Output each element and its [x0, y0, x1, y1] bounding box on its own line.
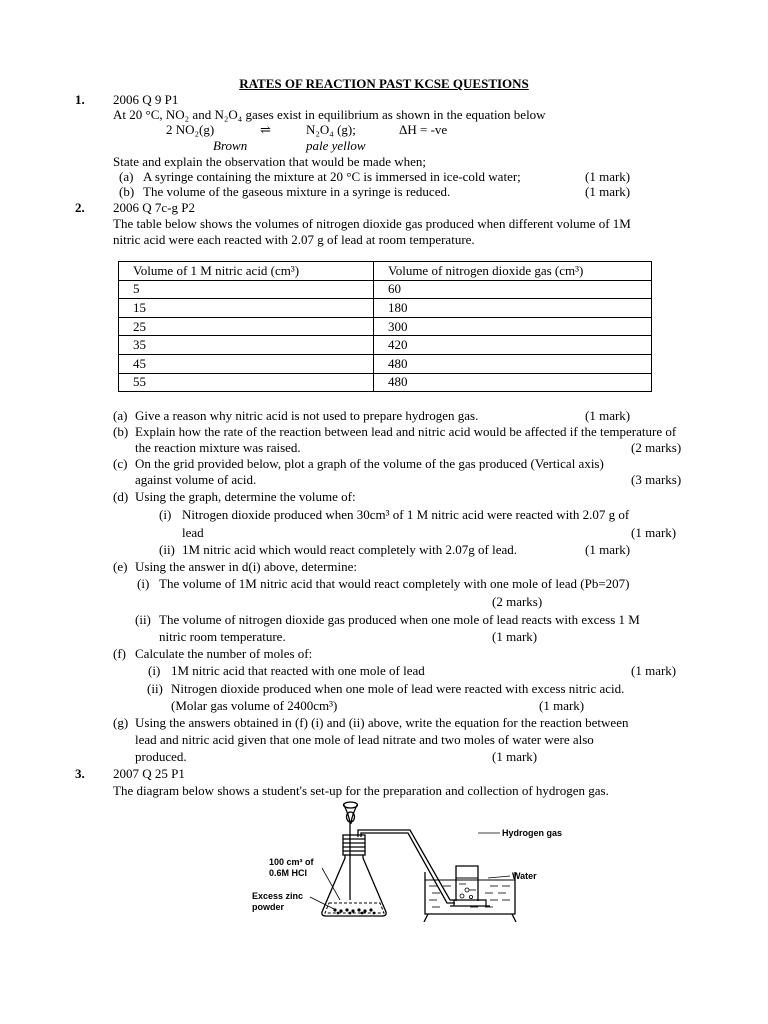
- question-2d-i-line1: Nitrogen dioxide produced when 30cm³ of 1 M nitric acid were reacted with 2.07 g of: [182, 507, 630, 522]
- question-2g-line2: lead and nitric acid given that one mole of lead nitrate and two moles of water were also: [135, 732, 594, 747]
- table-header: Volume of 1 M nitric acid (cm³): [119, 262, 374, 281]
- question-2-number: 2.: [75, 200, 85, 215]
- question-2b-line1: Explain how the rate of the reaction between lead and nitric acid would be affected if the temperature of: [135, 424, 677, 439]
- question-2c-line1: On the grid provided below, plot a graph of the volume of the gas produced (Vertical axis): [135, 456, 604, 471]
- question-2g-mark: (1 mark): [492, 749, 538, 764]
- trough-stand: [424, 914, 516, 922]
- table-row: [119, 280, 652, 299]
- question-2f-ii-line2: (Molar gas volume of 2400cm³): [171, 698, 338, 713]
- gas-jar: [456, 866, 478, 901]
- question-2-reference: 2006 Q 7c-g P2: [113, 200, 195, 215]
- table-row: [119, 373, 652, 392]
- table-row: [119, 354, 652, 373]
- table-header-row: [119, 262, 652, 281]
- question-2d-i-label: (i): [159, 507, 172, 522]
- question-2e-ii-line2: nitric room temperature.: [159, 629, 286, 644]
- question-1a-label: (a): [119, 169, 134, 184]
- question-2b-label: (b): [113, 424, 129, 439]
- conical-flask: [322, 835, 386, 916]
- question-1-reference: 2006 Q 9 P1: [113, 92, 179, 107]
- table-cell: 5: [119, 280, 374, 299]
- colour-label-brown: Brown: [213, 138, 248, 153]
- question-2-intro-line1: The table below shows the volumes of nitrogen dioxide gas produced when different volume of 1M: [113, 216, 631, 231]
- equation-enthalpy: ΔH = -ve: [399, 122, 448, 137]
- question-2f-label: (f): [113, 646, 126, 661]
- question-1-prompt: State and explain the observation that would be made when;: [113, 154, 426, 169]
- table-cell: 60: [374, 280, 652, 299]
- table-cell: 55: [119, 373, 374, 392]
- leader-line-hcl: [322, 868, 340, 900]
- question-2b-line2: the reaction mixture was raised.: [135, 440, 301, 455]
- question-2-intro-line2: nitric acid were each reacted with 2.07 g of lead at room temperature.: [113, 232, 475, 247]
- table-cell: 300: [374, 317, 652, 336]
- question-2g-line1: Using the answers obtained in (f) (i) and (ii) above, write the equation for the reaction between: [135, 715, 629, 730]
- question-2e-i-mark: (2 marks): [492, 594, 543, 609]
- question-2f-text: Calculate the number of moles of:: [135, 646, 313, 661]
- question-2a-label: (a): [113, 408, 128, 423]
- table-row: [119, 336, 652, 355]
- question-2d-ii-label: (ii): [159, 542, 175, 557]
- question-2c-mark: (3 marks): [631, 472, 682, 487]
- gas-bubbles: [460, 888, 473, 899]
- question-2d-label: (d): [113, 489, 129, 504]
- question-3-number: 3.: [75, 766, 85, 781]
- question-3-reference: 2007 Q 25 P1: [113, 766, 185, 781]
- leader-line-water: [488, 876, 510, 878]
- label-zinc-line1: Excess zinc: [252, 891, 304, 901]
- table-cell: 25: [119, 317, 374, 336]
- question-2a-text: Give a reason why nitric acid is not used to prepare hydrogen gas.: [135, 408, 479, 423]
- question-2f-i-text: 1M nitric acid that reacted with one mole of lead: [171, 663, 425, 678]
- question-2d-i-mark: (1 mark): [631, 525, 677, 540]
- hydrogen-setup-diagram: [240, 800, 580, 922]
- question-2e-text: Using the answer in d(i) above, determine:: [135, 559, 358, 574]
- question-2d-ii-text: 1M nitric acid which would react completely with 2.07g of lead.: [182, 542, 518, 557]
- question-1b-text: The volume of the gaseous mixture in a syringe is reduced.: [143, 184, 451, 199]
- table-cell: 180: [374, 299, 652, 318]
- question-2e-ii-line1: The volume of nitrogen dioxide gas produced when one mole of lead reacts with excess 1 M: [159, 612, 640, 627]
- table-cell: 45: [119, 354, 374, 373]
- label-hydrogen-gas: Hydrogen gas: [502, 828, 563, 838]
- equation-right: N₂O₄ (g);: [306, 122, 356, 137]
- table-cell: 35: [119, 336, 374, 355]
- label-zinc-line2: powder: [252, 902, 285, 912]
- question-1b-label: (b): [119, 184, 135, 199]
- data-table: [118, 261, 652, 392]
- question-2g-line3: produced.: [135, 749, 187, 764]
- question-2a-mark: (1 mark): [585, 408, 631, 423]
- question-1-number: 1.: [75, 92, 85, 107]
- table-cell: 480: [374, 373, 652, 392]
- colour-label-pale-yellow: pale yellow: [306, 138, 366, 153]
- question-2b-mark: (2 marks): [631, 440, 682, 455]
- question-2e-ii-label: (ii): [135, 612, 151, 627]
- question-1a-mark: (1 mark): [585, 169, 631, 184]
- question-2f-i-mark: (1 mark): [631, 663, 677, 678]
- delivery-tube: [358, 830, 455, 903]
- table-row: [119, 299, 652, 318]
- question-2e-i-text: The volume of 1M nitric acid that would react completely with one mole of lead (Pb=207): [159, 576, 630, 591]
- page-title: RATES OF REACTION PAST KCSE QUESTIONS: [239, 76, 529, 91]
- question-2c-label: (c): [113, 456, 128, 471]
- question-1a-text: A syringe containing the mixture at 20 °C is immersed in ice-cold water;: [143, 169, 521, 184]
- equilibrium-arrow-icon: ⇌: [260, 122, 271, 137]
- question-2d-ii-mark: (1 mark): [585, 542, 631, 557]
- question-2f-ii-mark: (1 mark): [539, 698, 585, 713]
- table-cell: 420: [374, 336, 652, 355]
- table-row: [119, 317, 652, 336]
- question-2f-ii-label: (ii): [147, 681, 163, 696]
- question-2e-i-label: (i): [137, 576, 150, 591]
- label-water: Water: [512, 871, 537, 881]
- question-2f-ii-line1: Nitrogen dioxide produced when one mole of lead were reacted with excess nitric acid.: [171, 681, 625, 696]
- question-2e-label: (e): [113, 559, 128, 574]
- question-1b-mark: (1 mark): [585, 184, 631, 199]
- equation-left: 2 NO₂(g): [166, 122, 215, 137]
- question-2c-line2: against volume of acid.: [135, 472, 257, 487]
- label-hcl-concentration: 0.6M HCl: [269, 868, 308, 878]
- question-2d-text: Using the graph, determine the volume of:: [135, 489, 356, 504]
- label-hcl-volume: 100 cm³ of: [269, 857, 314, 867]
- question-1-intro: At 20 °C, NO₂ and N₂O₄ gases exist in equilibrium as shown in the equation below: [113, 107, 546, 122]
- question-2e-ii-mark: (1 mark): [492, 629, 538, 644]
- table-cell: 15: [119, 299, 374, 318]
- table-cell: 480: [374, 354, 652, 373]
- question-2g-label: (g): [113, 715, 129, 730]
- question-2d-i-line2: lead: [182, 525, 204, 540]
- question-2f-i-label: (i): [148, 663, 161, 678]
- question-3-intro: The diagram below shows a student's set-up for the preparation and collection of hydrogen gas.: [113, 783, 609, 798]
- table-header: Volume of nitrogen dioxide gas (cm³): [374, 262, 652, 281]
